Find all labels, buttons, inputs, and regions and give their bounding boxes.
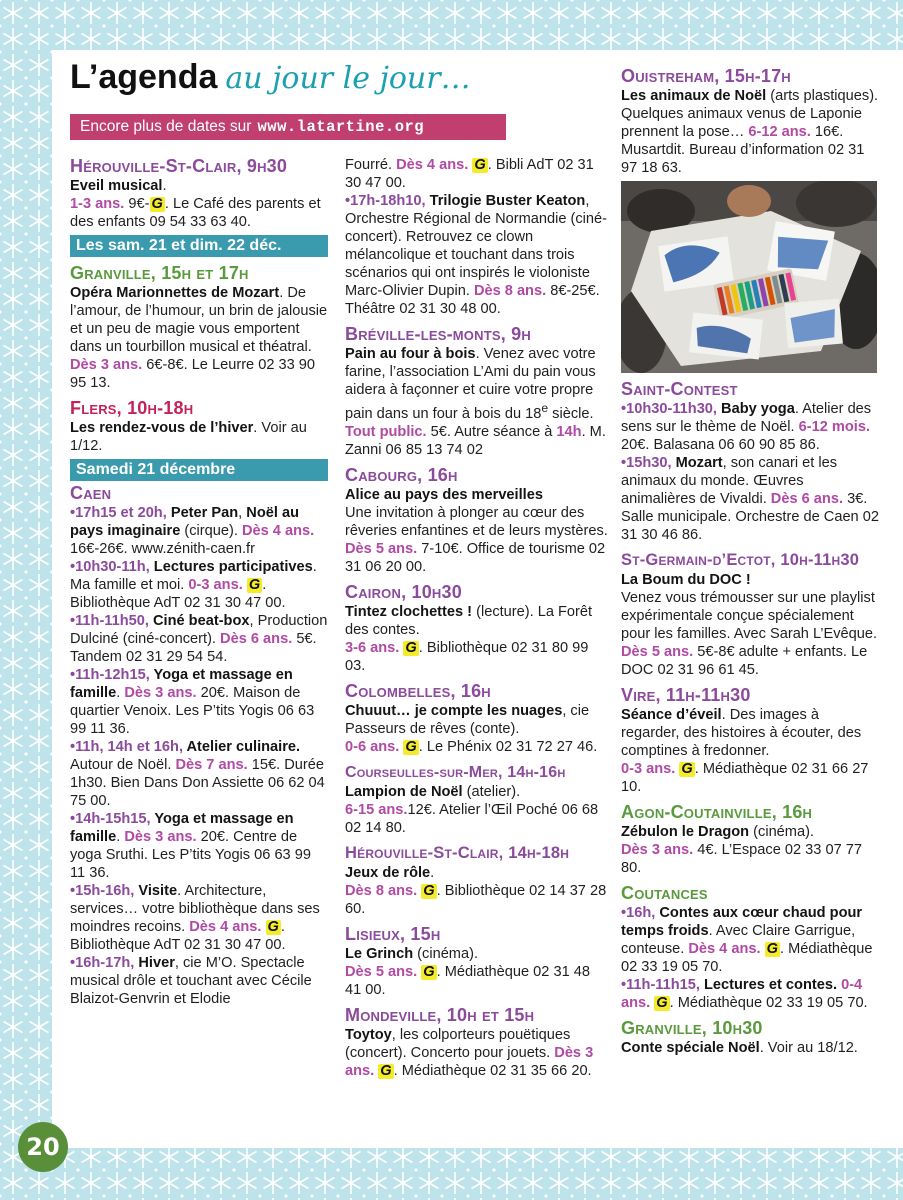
event-entry: La Boum du DOC ! Venez vous trémousser sur une playlist expérimentale conçue spécialement pour les familles. Avec Sarah L’Evêque. Dès 5 ans. 5€-8€ adulte + enfants. Le DOC 02 31 96 61 45. [621, 572, 878, 678]
city-heading: Ouistreham, 15h-17h [621, 66, 791, 86]
column-1 [70, 156, 328, 1008]
event-entry: Jeux de rôle. Dès 8 ans. G . Bibliothèque 02 14 37 28 60. [345, 864, 607, 917]
event-entry: Chuuut… je compte les nuages, cie Passeurs de rêves (conte). 0-6 ans. G . Le Phénix 02 31 72 27 46. [345, 702, 598, 755]
city-heading: Caen [70, 483, 112, 503]
free-badge: G [656, 995, 668, 1011]
event-entry: •16h-17h, Hiver, cie M’O. Spectacle musical drôle et touchant avec Cécile Blaizot-Genvrin et Elodie [70, 955, 312, 1007]
free-badge: G [423, 882, 435, 899]
city-heading: Bréville-les-monts, 9h [345, 324, 531, 344]
event-entry: •10h30-11h30, Baby yoga. Atelier des sens sur le thème de Noël. 6-12 mois. 20€. Balasana 06 60 90 85 86. [621, 401, 872, 453]
city-heading: Hérouville-St-Clair, 14h-18h [345, 843, 570, 862]
date-band: Les sam. 21 et dim. 22 déc. [70, 235, 328, 257]
column-3 [621, 66, 879, 1057]
event-entry: Pain au four à bois. Venez avec votre farine, l’association L’Ami du pain vous aidera à façonner et cuire votre propre pain dans un four à bois du 18e siècle. Tout public. 5€. Autre séance à 14h. M. Zanni 06 85 13 74 02 [345, 346, 606, 458]
event-entry: •17h-18h10, Trilogie Buster Keaton, Orchestre Régional de Normandie (ciné-concert). Retrouvez ce clown mélancolique et touchant dans trois scénarios qui ont inspirés le violoniste Marc-Olivier Dupin. Dès 8 ans. 8€-25€. Théâtre 02 31 30 48 00. [345, 193, 607, 317]
event-entry: Fourré. Dès 4 ans. G . Bibli AdT 02 31 30 47 00. [345, 157, 594, 191]
event-entry: Les rendez-vous de l’hiver. Voir au 1/12. [70, 420, 307, 454]
city-heading: Saint-Contest [621, 379, 738, 399]
free-badge: G [267, 919, 279, 935]
event-entry: •11h, 14h et 16h, Atelier culinaire. Autour de Noël. Dès 7 ans. 15€. Durée 1h30. Bien Dans Don Assiette 06 62 04 75 00. [70, 739, 325, 809]
city-heading: St-Germain-d’Ectot, 10h-11h30 [621, 551, 860, 569]
event-entry: •11h-12h15, Yoga et massage en famille. Dès 3 ans. 20€. Maison de quartier Venoix. Les P’tits Yogis 06 63 99 11 36. [70, 667, 315, 737]
free-badge: G [405, 639, 417, 656]
free-badge: G [405, 738, 417, 755]
date-band: Samedi 21 décembre [70, 459, 328, 481]
event-entry: •11h-11h15, Lectures et contes. 0-4 ans. G . Médiathèque 02 33 19 05 70. [621, 977, 868, 1011]
city-heading: Hérouville-St-Clair, 9h30 [70, 156, 288, 176]
event-entry: •15h-16h, Visite. Architecture, services… votre bibliothèque dans ses moindres recoins. Dès 4 ans. G . Bibliothèque AdT 02 31 30 47 00. [70, 883, 320, 953]
free-badge: G [151, 196, 163, 212]
page-title [70, 58, 471, 108]
event-entry: Alice au pays des merveilles Une invitation à plonger au cœur des rêveries enfantines et de leurs mystères. Dès 5 ans. 7-10€. Office de tourisme 02 31 06 20 00. [345, 486, 608, 575]
promo-text: Encore plus de dates sur [80, 118, 252, 135]
city-heading: Courseulles-sur-Mer, 14h-16h [345, 763, 566, 781]
promo-url[interactable]: www.latartine.org [257, 118, 425, 136]
city-heading: Agon-Coutainville, 16h [621, 802, 813, 822]
event-entry: Lampion de Noël (atelier). 6-15 ans.12€. Atelier l’Œil Poché 06 68 02 14 80. [345, 783, 599, 836]
free-badge: G [474, 157, 486, 173]
event-entry: Toytoy, les colporteurs pouëtiques (concert). Concerto pour jouets. Dès 3 ans. G . Médiathèque 02 31 35 66 20. [345, 1026, 594, 1079]
city-heading: Mondeville, 10h et 15h [345, 1004, 535, 1025]
city-heading: Coutances [621, 883, 708, 903]
promo-banner[interactable] [70, 114, 506, 140]
event-entry: Zébulon le Dragon (cinéma). Dès 3 ans. 4€. L’Espace 02 33 07 77 80. [621, 824, 862, 876]
event-entry: Opéra Marionnettes de Mozart. De l’amour, de l’humour, un brin de jalousie et un peu de magie vous emportent dans un tourbillon musical et théatral. Dès 3 ans. 6€-8€. Le Leurre 02 33 90 95 13. [70, 285, 328, 391]
event-entry: Les animaux de Noël (arts plastiques). Quelques animaux venus de Laponie prennent la pose… 6-12 ans. 16€. Musartdit. Bureau d’information 02 31 97 18 63. [621, 88, 879, 176]
event-entry: Conte spéciale Noël. Voir au 18/12. [621, 1040, 858, 1056]
city-heading: Granville, 10h30 [621, 1018, 763, 1038]
free-badge: G [423, 963, 435, 980]
title-script: au jour le jour… [225, 61, 471, 96]
column-2 [345, 156, 608, 1080]
city-heading: Flers, 10h-18h [70, 398, 194, 418]
free-badge: G [766, 941, 778, 957]
event-entry: •16h, Contes aux cœur chaud pour temps froids. Avec Claire Garrigue, conteuse. Dès 4 ans. G . Médiathèque 02 33 19 05 70. [621, 905, 873, 975]
city-heading: Cabourg, 16h [345, 464, 458, 485]
workshop-photo [621, 181, 877, 373]
city-heading: Lisieux, 15h [345, 923, 441, 944]
event-entry: •17h15 et 20h, Peter Pan, Noël au pays imaginaire (cirque). Dès 4 ans. 16€-26€. www.zénith-caen.fr [70, 505, 315, 557]
page-number-badge: 20 [18, 1122, 68, 1172]
city-heading: Colombelles, 16h [345, 680, 491, 701]
event-entry: Le Grinch (cinéma). Dès 5 ans. G . Médiathèque 02 31 48 41 00. [345, 945, 590, 998]
event-entry: •11h-11h50, Ciné beat-box, Production Dulciné (ciné-concert). Dès 6 ans. 5€. Tandem 02 31 29 54 54. [70, 613, 328, 665]
event-entry: •14h-15h15, Yoga et massage en famille. Dès 3 ans. 20€. Centre de yoga Sruthi. Les P’tits Yogis 06 63 99 11 36. [70, 811, 311, 881]
city-heading: Cairon, 10h30 [345, 581, 462, 602]
event-entry: Eveil musical. 1-3 ans. 9€- G . Le Café des parents et des enfants 09 54 33 63 40. [70, 178, 321, 230]
free-badge: G [380, 1062, 392, 1079]
city-heading: Granville, 15h et 17h [70, 263, 249, 283]
free-badge: G [248, 577, 261, 593]
event-entry: •10h30-11h, Lectures participatives. Ma famille et moi. 0-3 ans. G . Bibliothèque AdT 02 31 30 47 00. [70, 559, 317, 611]
title-bold: L’agenda [70, 58, 218, 96]
event-entry: •15h30, Mozart, son canari et les animaux du monde. Œuvres animalières de Vivaldi. Dès 6 ans. 3€. Salle municipale. Orchestre de Caen 02 31 30 46 86. [621, 455, 879, 543]
city-heading: Vire, 11h-11h30 [621, 685, 751, 705]
event-entry: Tintez clochettes ! (lecture). La Forêt des contes. 3-6 ans. G . Bibliothèque 02 31 80 99 03. [345, 603, 593, 674]
free-badge: G [681, 761, 693, 777]
event-entry: Séance d’éveil. Des images à regarder, des histoires à écouter, des comptines à fredonner. 0-3 ans. G . Médiathèque 02 31 66 27 10. [621, 707, 869, 795]
